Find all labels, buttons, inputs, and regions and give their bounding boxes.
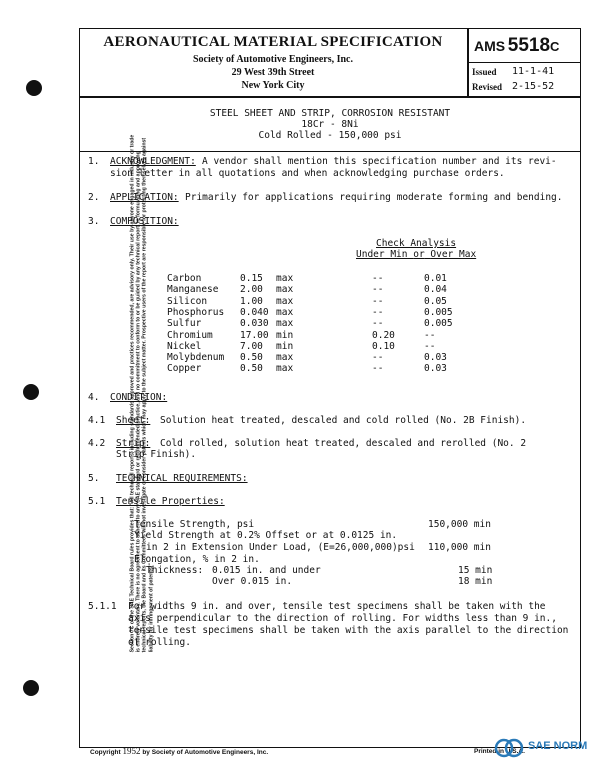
element-value: 17.00: [240, 329, 269, 341]
element-value: 0.15: [240, 273, 263, 284]
subject-line-2: 18Cr - 8Ni: [301, 119, 359, 130]
check-over-max: 0.04: [424, 284, 447, 296]
element-name: Chromium: [167, 329, 213, 341]
ams-number: [474, 35, 559, 57]
element-limit: max: [276, 363, 294, 375]
check-under-min: --: [372, 363, 384, 375]
element-value: 0.50: [240, 363, 263, 375]
ams-divider: [467, 62, 580, 63]
element-limit: max: [276, 295, 294, 307]
revised-date: 2-15-52: [512, 81, 555, 92]
side-note: Section 7C of the SAE Technical Board rules provides that: "All technical reports, including standards approved and practices recommended, are advisory only. Their use by anyone engaged in industry or trade is entirely voluntary. There is no agreement to adhere to any SAE standard or recommended practice, and no commitment to conform to or be guided by any technical report. In formulating and approving technical reports, the Board and its Committees will not investigate or consider patents which may apply to the subject matter. Prospective users of the report are responsible for protecting themselves against liability for infringement of patents.": [129, 134, 155, 653]
check-over-max: --: [424, 329, 436, 341]
check-over-max: 0.01: [424, 273, 447, 284]
section-4-number: 4.: [88, 392, 100, 403]
element-limit: max: [276, 284, 294, 296]
section-2-heading: APPLICATION:: [110, 192, 179, 203]
check-over-max: 0.03: [424, 363, 447, 375]
element-name: Phosphorus: [167, 306, 225, 318]
section-5-1-1-text-3: tensile test specimens shall be taken with the axis parallel to the direction: [128, 625, 569, 636]
section-4-1-heading: Sheet:: [116, 415, 151, 426]
thickness-2-value: 18 min: [458, 576, 493, 587]
element-name: Copper: [167, 363, 202, 375]
check-under-min: 0.20: [372, 329, 395, 341]
composition-row: [0, 307, 600, 319]
section-3-heading: COMPOSITION:: [110, 216, 179, 227]
element-limit: max: [276, 318, 294, 330]
composition-row: [0, 352, 600, 364]
ams-suffix: C: [550, 39, 560, 54]
composition-row: [0, 296, 600, 308]
section-3-number: 3.: [88, 216, 100, 227]
element-value: 0.030: [240, 318, 269, 330]
society-city: New York City: [241, 80, 305, 91]
section-2-number: 2.: [88, 192, 100, 203]
element-limit: min: [276, 329, 294, 341]
yield-strength-label-1: Yield Strength at 0.2% Offset or at 0.0125 in.: [134, 530, 398, 541]
yield-strength-value: 110,000 min: [428, 542, 491, 553]
revised-label: Revised: [472, 82, 502, 92]
element-name: Sulfur: [167, 318, 202, 330]
composition-row: [0, 330, 600, 342]
section-4-1-number: 4.1: [88, 415, 106, 426]
society-name: Society of Automotive Engineers, Inc.: [193, 54, 353, 65]
check-analysis-header: Check Analysis: [376, 238, 457, 249]
section-4-2-heading: Strip:: [116, 438, 151, 449]
col-or: or: [413, 249, 425, 260]
element-limit: max: [276, 352, 294, 364]
check-under-min: --: [372, 318, 384, 330]
thickness-1-value: 15 min: [458, 565, 493, 576]
subject-line-3: Cold Rolled - 150,000 psi: [258, 130, 402, 141]
section-4-2-text-1: Cold rolled, solution heat treated, descaled and rerolled (No. 2: [160, 438, 527, 449]
tensile-strength-value: 150,000 min: [428, 519, 491, 530]
element-limit: max: [276, 306, 294, 318]
check-over-max: 0.05: [424, 295, 447, 307]
section-5-1-1-text-2: axis perpendicular to the direction of rolling. For widths less than 9 in.,: [128, 613, 557, 624]
copyright-owner: by Society of Automotive Engineers, Inc.: [142, 749, 269, 756]
section-4-1-text: Solution heat treated, descaled and cold rolled (No. 2B Finish).: [160, 415, 527, 426]
element-name: Silicon: [167, 295, 208, 307]
sae-norm-logo: [484, 738, 592, 764]
check-over-max: 0.03: [424, 352, 447, 364]
composition-row: [0, 318, 600, 330]
element-limit: min: [276, 340, 294, 352]
element-limit: max: [276, 273, 294, 284]
element-name: Nickel: [167, 340, 202, 352]
tensile-strength-label: Tensile Strength, psi: [134, 519, 255, 530]
sae-norm-logo-text: SAE NORM: [528, 740, 588, 752]
composition-row: [0, 273, 600, 285]
thickness-label: Thickness:: [146, 565, 204, 576]
check-over-max: 0.005: [424, 306, 453, 318]
thickness-2-label: Over 0.015 in.: [212, 576, 293, 587]
element-value: 0.040: [240, 306, 269, 318]
element-value: 2.00: [240, 284, 263, 296]
section-1-heading: ACKNOWLEDGMENT:: [110, 156, 196, 167]
spec-title: AERONAUTICAL MATERIAL SPECIFICATION: [103, 34, 443, 50]
check-under-min: --: [372, 306, 384, 318]
element-value: 1.00: [240, 295, 263, 307]
footer-copyright: [90, 746, 268, 756]
ams-code: 5518: [507, 35, 551, 56]
section-5-1-1-text-1: For widths 9 in. and over, tensile test specimens shall be taken with the: [128, 601, 546, 612]
section-1-number: 1.: [88, 156, 100, 167]
section-1-text-2: sion letter in all quotations and when acknowledging purchase orders.: [110, 168, 505, 179]
section-2-text: Primarily for applications requiring moderate forming and bending.: [185, 192, 563, 203]
element-value: 7.00: [240, 340, 263, 352]
element-name: Molybdenum: [167, 352, 225, 364]
col-over-max: Over Max: [430, 249, 477, 260]
punch-hole-middle: [23, 384, 39, 400]
element-name: Manganese: [167, 284, 219, 296]
elongation-label: Elongation, % in 2 in.: [134, 554, 260, 565]
check-analysis-columns: [356, 249, 476, 260]
issued-date: 11-1-41: [512, 66, 555, 77]
subject-line-1: STEEL SHEET AND STRIP, CORROSION RESISTANT: [209, 108, 451, 119]
section-4-heading: CONDITION:: [110, 392, 168, 403]
section-5-1-1-text-4: of rolling.: [128, 637, 191, 648]
check-under-min: --: [372, 273, 384, 284]
section-5-1-1-number: 5.1.1: [88, 601, 117, 612]
check-over-max: 0.005: [424, 318, 453, 330]
section-5-1-number: 5.1: [88, 496, 106, 507]
yield-strength-label-2: in 2 in Extension Under Load, (E=26,000,000)psi: [146, 542, 415, 553]
composition-row: [0, 284, 600, 296]
printed-in-usa: Printed in U.S.A.: [474, 748, 525, 755]
check-under-min: --: [372, 352, 384, 364]
section-4-2-text-2: Strip Finish).: [116, 449, 197, 460]
check-under-min: --: [372, 284, 384, 296]
check-over-max: --: [424, 340, 436, 352]
element-name: Carbon: [167, 273, 202, 284]
col-under-min: Under Min: [356, 249, 408, 260]
copyright-year: 1952: [122, 746, 141, 756]
section-5-number: 5.: [88, 473, 100, 484]
composition-row: [0, 341, 600, 353]
ams-prefix: AMS: [474, 38, 506, 54]
copyright-word: Copyright: [90, 749, 121, 756]
composition-row: [0, 363, 600, 375]
punch-hole-top: [26, 80, 42, 96]
section-4-2-number: 4.2: [88, 438, 106, 449]
check-under-min: 0.10: [372, 340, 395, 352]
issued-label: Issued: [472, 67, 497, 77]
society-address: 29 West 39th Street: [231, 67, 315, 78]
section-5-heading: TECHNICAL REQUIREMENTS:: [116, 473, 248, 484]
thickness-1-label: 0.015 in. and under: [212, 565, 321, 576]
section-5-1-heading: Tensile Properties:: [116, 496, 225, 507]
check-under-min: --: [372, 295, 384, 307]
punch-hole-bottom: [23, 680, 39, 696]
element-value: 0.50: [240, 352, 263, 364]
section-1-text-1: A vendor shall mention this specification number and its revi-: [202, 156, 557, 167]
